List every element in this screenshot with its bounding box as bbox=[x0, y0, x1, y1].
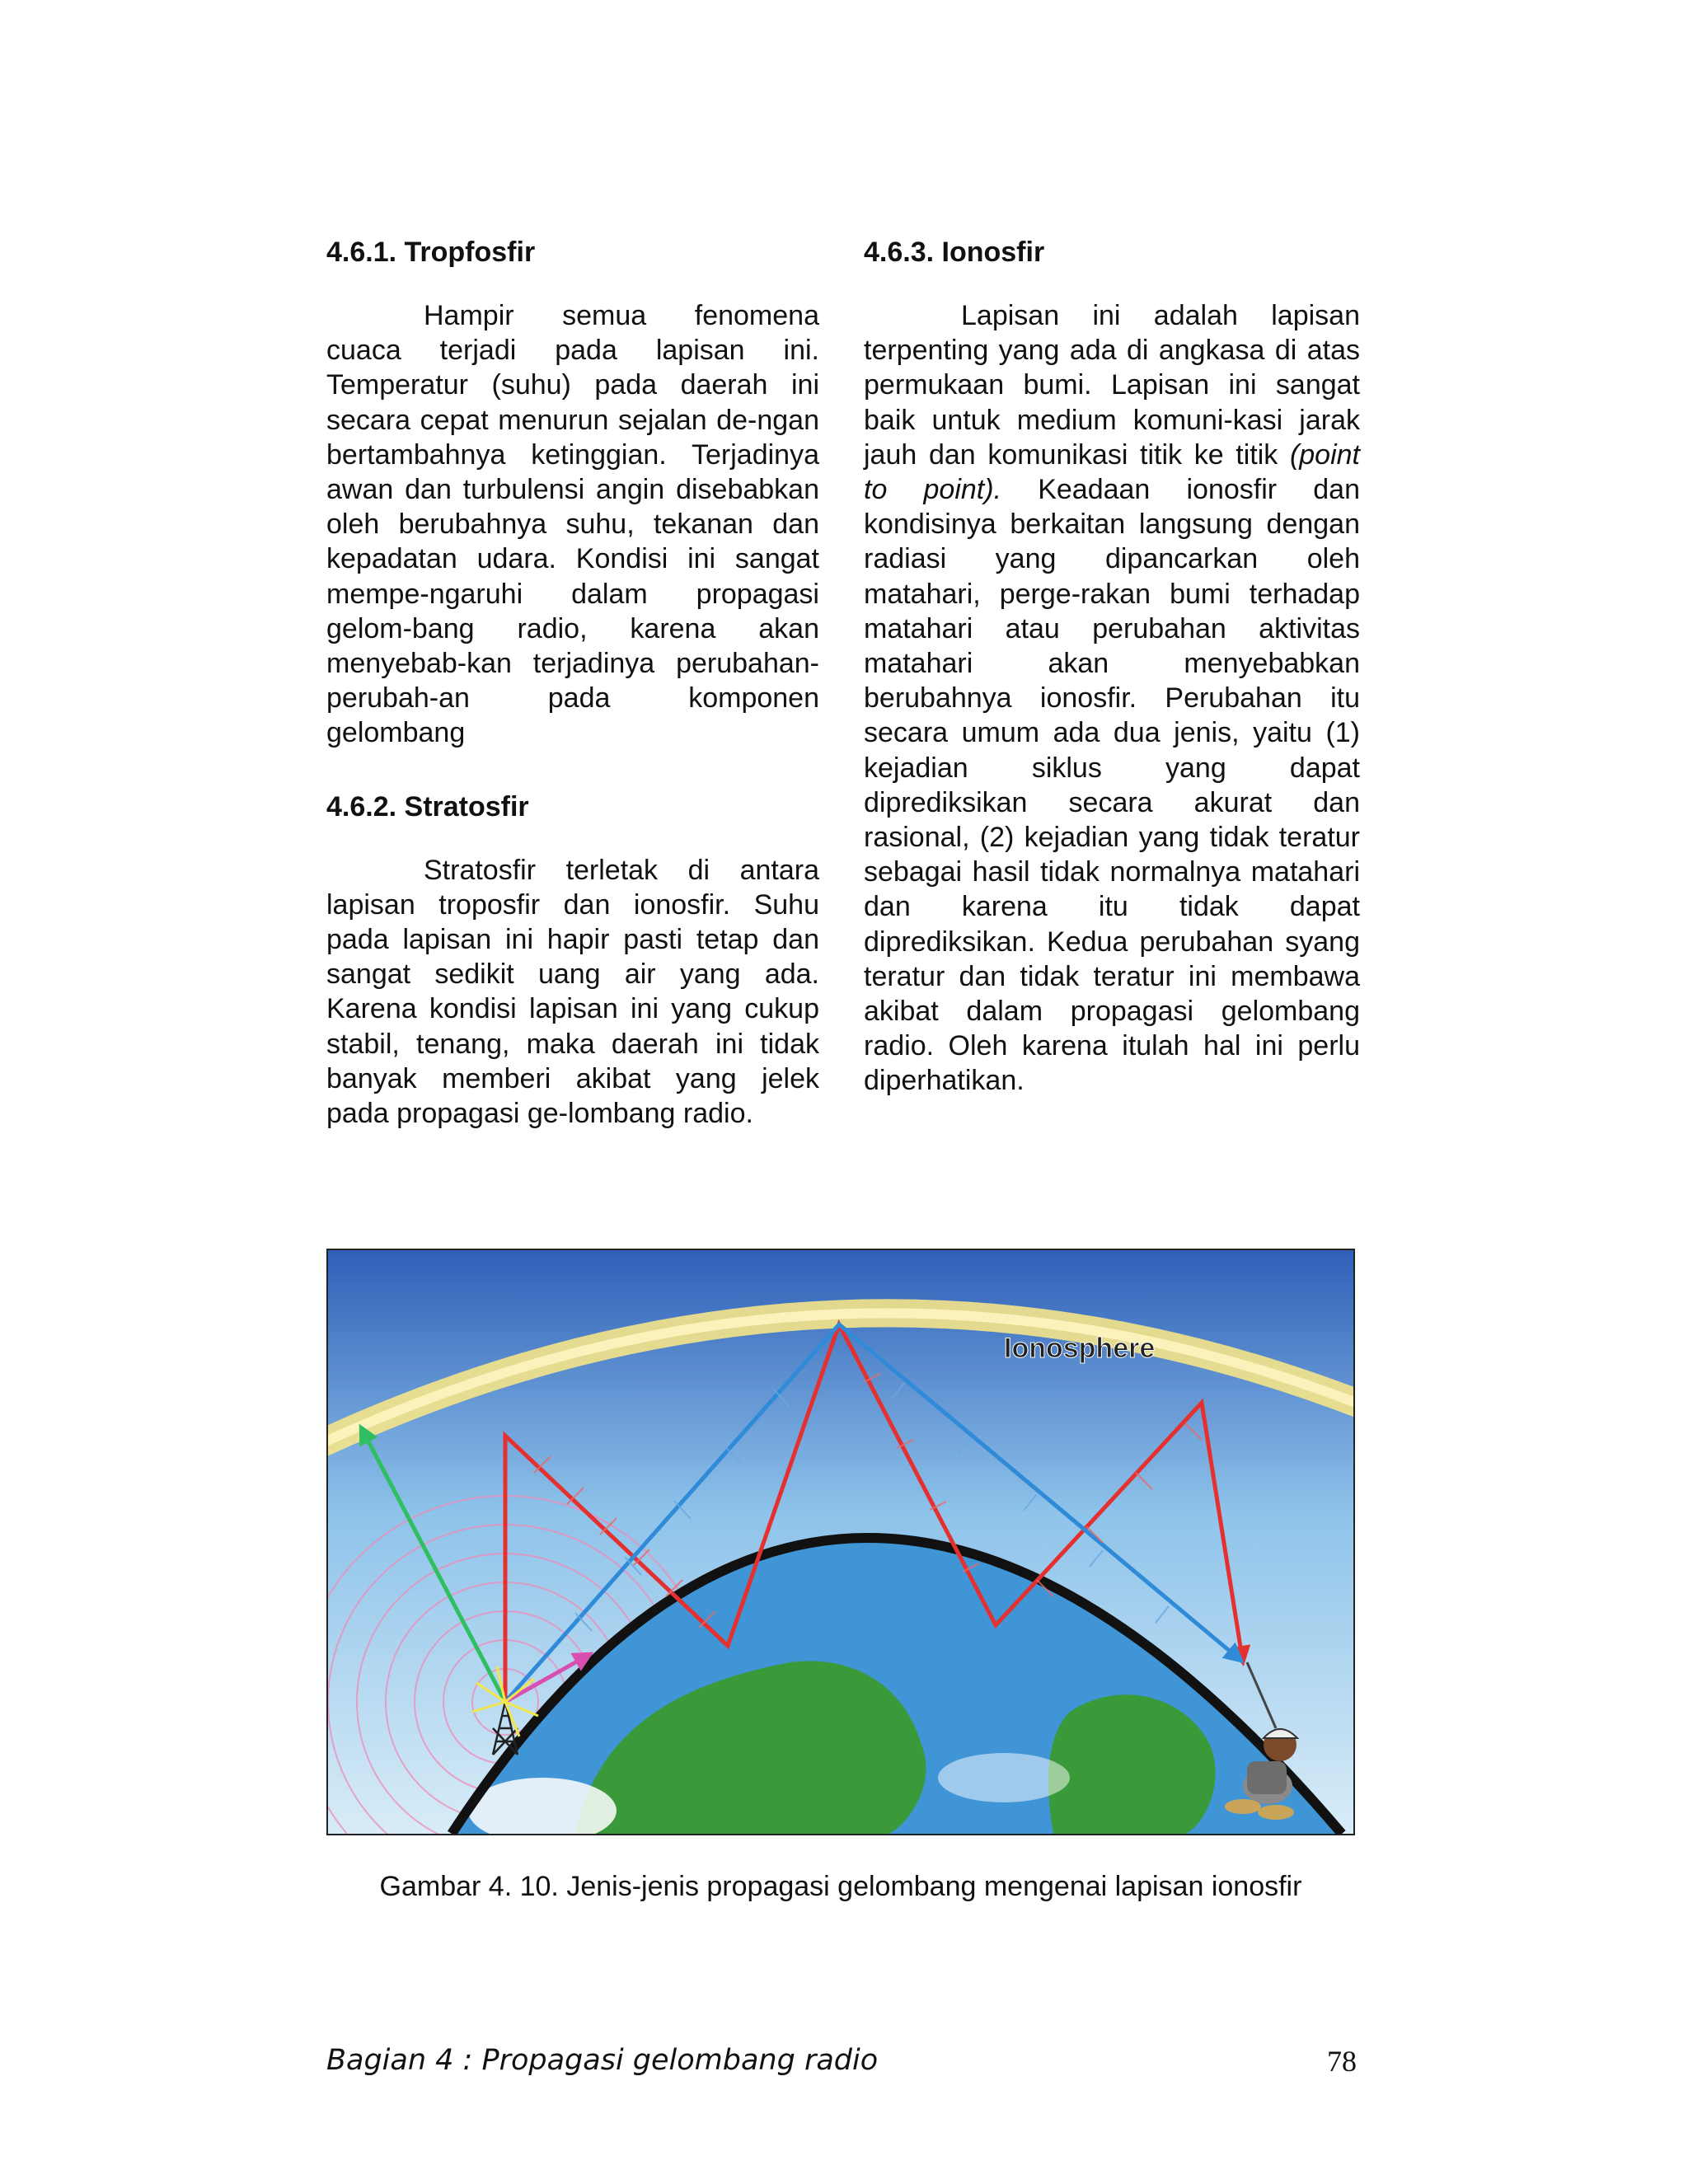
section-heading-ionosphere: 4.6.3. Ionosfir bbox=[864, 237, 1045, 268]
section-heading-stratosphere: 4.6.2. Stratosfir bbox=[326, 790, 529, 823]
troposphere-paragraph: Hampir semua fenomena cuaca terjadi pada lapisan ini. Temperatur (suhu) pada daerah ini secara cepat menurun sejalan de-ngan bertambahnya ketinggian. Terjadinya awan dan turbulensi angin disebabkan oleh berubahnya suhu, tekanan dan kepadatan udara. Kondisi ini sangat mempe-ngaruhi dalam propagasi gelom-bang radio, karena akan menyebab-kan terjadinya perubahan-perubah-an pada komponen gelombang bbox=[326, 300, 819, 749]
ionosphere-label: Ionosphere bbox=[1004, 1333, 1156, 1364]
propagation-illustration bbox=[328, 1250, 1353, 1834]
ionosphere-paragraph bbox=[864, 298, 1360, 1099]
ionosphere-text-1: Lapisan ini adalah lapisan terpenting yang ada di angkasa di atas permukaan bumi. Lapisan ini sangat baik untuk medium komuni-kasi jarak jauh dan komunikasi titik ke titik bbox=[864, 300, 1360, 471]
footer-chapter: Bagian 4 : Propagasi gelombang radio bbox=[326, 2044, 879, 2077]
propagation-figure bbox=[326, 1249, 1355, 1835]
page-number: 78 bbox=[1327, 2045, 1357, 2078]
left-column bbox=[326, 229, 819, 1131]
stratosphere-paragraph: Stratosfir terletak di antara lapisan troposfir dan ionosfir. Suhu pada lapisan ini hapir pasti tetap dan sangat sedikit uang air yang ada. Karena kondisi lapisan ini yang cukup stabil, tenang, maka daerah ini tidak banyak memberi akibat yang jelek pada propagasi ge-lombang radio. bbox=[326, 854, 819, 1130]
ionosphere-text-2: Keadaan ionosfir dan kondisinya berkaitan langsung dengan radiasi yang dipancarkan oleh matahari, perge-rakan bumi terhadap matahari atau perubahan aktivitas matahari akan menyebabkan berubahnya ionosfir. Perubahan itu secara umum ada dua jenis, yaitu (1) kejadian siklus yang dapat diprediksikan secara akurat dan rasional, (2) kejadian yang tidak teratur sebagai hasil tidak normalnya matahari dan karena itu tidak dapat diprediksikan. Kedua perubahan syang teratur dan tidak teratur ini membawa akibat dalam propagasi gelombang radio. Oleh karena itulah hal ini perlu diperhatikan. bbox=[864, 474, 1360, 1097]
figure-caption: Gambar 4. 10. Jenis-jenis propagasi gelombang mengenai lapisan ionosfir bbox=[379, 1871, 1302, 1902]
right-column bbox=[864, 229, 1360, 1099]
section-heading-troposphere: 4.6.1. Tropfosfir bbox=[326, 237, 536, 268]
ionosphere-italic-term: (point to point). bbox=[864, 438, 1360, 506]
